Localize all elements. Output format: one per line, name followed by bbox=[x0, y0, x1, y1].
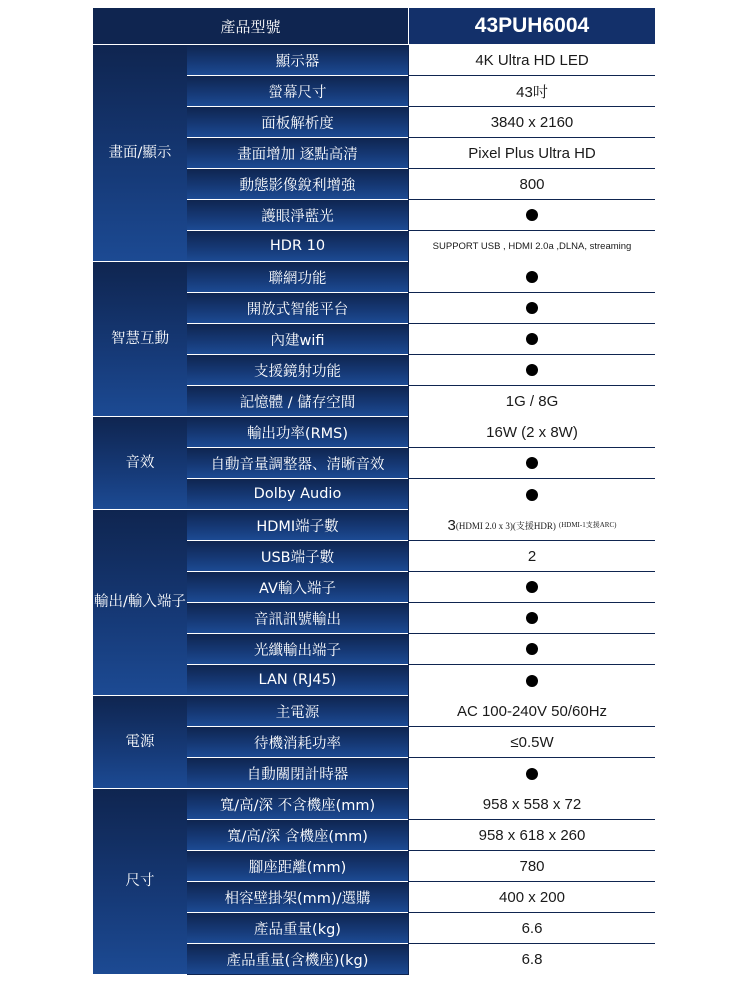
spec-label: LAN (RJ45) bbox=[187, 665, 408, 695]
spec-value bbox=[408, 200, 655, 231]
spec-row bbox=[187, 603, 655, 634]
spec-row bbox=[187, 541, 655, 572]
supported-dot-icon bbox=[526, 457, 538, 469]
supported-dot-icon bbox=[526, 333, 538, 345]
spec-value bbox=[408, 510, 655, 541]
category-label bbox=[93, 789, 187, 975]
spec-label: 音訊訊號輸出 bbox=[187, 603, 408, 633]
spec-rows bbox=[187, 45, 655, 262]
spec-value: 3840 x 2160 bbox=[408, 107, 655, 138]
spec-row bbox=[187, 231, 655, 262]
spec-label: AV輸入端子 bbox=[187, 572, 408, 602]
spec-group bbox=[93, 789, 655, 975]
spec-value bbox=[408, 479, 655, 510]
spec-row bbox=[187, 727, 655, 758]
spec-value: 400 x 200 bbox=[408, 882, 655, 913]
hdmi-count-mid: (HDMI 2.0 x 3)(支援HDR) bbox=[455, 520, 556, 531]
spec-row bbox=[187, 634, 655, 665]
spec-rows bbox=[187, 262, 655, 417]
spec-label: 護眼淨藍光 bbox=[187, 200, 408, 230]
spec-label: 記憶體 / 儲存空間 bbox=[187, 386, 408, 416]
spec-row bbox=[187, 417, 655, 448]
supported-dot-icon bbox=[526, 768, 538, 780]
spec-value: 1G / 8G bbox=[408, 386, 655, 417]
spec-label: 光纖輸出端子 bbox=[187, 634, 408, 664]
spec-row bbox=[187, 386, 655, 417]
spec-label: 寬/高/深 不含機座(mm) bbox=[187, 789, 408, 819]
spec-label: 螢幕尺寸 bbox=[187, 76, 408, 106]
spec-row bbox=[187, 448, 655, 479]
spec-value bbox=[408, 324, 655, 355]
supported-dot-icon bbox=[526, 302, 538, 314]
spec-label: 畫面增加 逐點高清 bbox=[187, 138, 408, 168]
spec-label: 自動音量調整器、清晰音效 bbox=[187, 448, 408, 478]
spec-rows bbox=[187, 510, 655, 696]
category-label-line: 畫面/顯示 bbox=[108, 144, 172, 161]
category-label-line: 音效 bbox=[125, 454, 155, 471]
spec-group bbox=[93, 417, 655, 510]
spec-label: 面板解析度 bbox=[187, 107, 408, 137]
category-label bbox=[93, 696, 187, 789]
category-label-line: 尺寸 bbox=[125, 873, 155, 889]
spec-label: 支援鏡射功能 bbox=[187, 355, 408, 385]
category-label bbox=[93, 510, 187, 696]
spec-label: 產品重量(kg) bbox=[187, 913, 408, 943]
spec-row bbox=[187, 355, 655, 386]
spec-value: 2 bbox=[408, 541, 655, 572]
spec-value: 780 bbox=[408, 851, 655, 882]
spec-value: AC 100-240V 50/60Hz bbox=[408, 696, 655, 727]
spec-row bbox=[187, 76, 655, 107]
spec-row bbox=[187, 200, 655, 231]
spec-row bbox=[187, 262, 655, 293]
spec-row bbox=[187, 820, 655, 851]
spec-row bbox=[187, 572, 655, 603]
spec-row bbox=[187, 169, 655, 200]
spec-label: 主電源 bbox=[187, 696, 408, 726]
category-label bbox=[93, 45, 187, 262]
supported-dot-icon bbox=[526, 489, 538, 501]
spec-value: 800 bbox=[408, 169, 655, 200]
spec-label: 動態影像銳利增強 bbox=[187, 169, 408, 199]
spec-groups bbox=[93, 45, 655, 975]
spec-row bbox=[187, 758, 655, 789]
category-label bbox=[93, 262, 187, 417]
spec-value: 958 x 618 x 260 bbox=[408, 820, 655, 851]
model-number: 43PUH6004 bbox=[408, 8, 655, 44]
spec-row bbox=[187, 696, 655, 727]
spec-label: 聯網功能 bbox=[187, 262, 408, 292]
spec-label: 輸出功率(RMS) bbox=[187, 417, 408, 447]
spec-rows bbox=[187, 417, 655, 510]
spec-label: 顯示器 bbox=[187, 45, 408, 75]
spec-label: 相容壁掛架(mm)/選購 bbox=[187, 882, 408, 912]
spec-value bbox=[408, 293, 655, 324]
spec-value: 43吋 bbox=[408, 76, 655, 107]
spec-group bbox=[93, 696, 655, 789]
spec-group bbox=[93, 262, 655, 417]
spec-rows bbox=[187, 789, 655, 975]
spec-value bbox=[408, 572, 655, 603]
spec-label: 產品重量(含機座)(kg) bbox=[187, 944, 408, 974]
spec-value: SUPPORT USB , HDMI 2.0a ,DLNA, streaming bbox=[408, 231, 655, 262]
spec-label: 待機消耗功率 bbox=[187, 727, 408, 757]
spec-row bbox=[187, 45, 655, 76]
spec-rows bbox=[187, 696, 655, 789]
supported-dot-icon bbox=[526, 364, 538, 376]
spec-label: 腳座距離(mm) bbox=[187, 851, 408, 881]
spec-value bbox=[408, 665, 655, 696]
spec-value bbox=[408, 448, 655, 479]
spec-row bbox=[187, 479, 655, 510]
category-label-line: 電源 bbox=[125, 733, 155, 750]
spec-row bbox=[187, 913, 655, 944]
supported-dot-icon bbox=[526, 643, 538, 655]
spec-table bbox=[93, 8, 655, 975]
spec-row bbox=[187, 851, 655, 882]
spec-label: 開放式智能平台 bbox=[187, 293, 408, 323]
spec-value: 6.8 bbox=[408, 944, 655, 975]
spec-value bbox=[408, 603, 655, 634]
spec-row bbox=[187, 665, 655, 696]
supported-dot-icon bbox=[526, 675, 538, 687]
spec-row bbox=[187, 944, 655, 975]
spec-row bbox=[187, 293, 655, 324]
spec-value: Pixel Plus Ultra HD bbox=[408, 138, 655, 169]
spec-row bbox=[187, 510, 655, 541]
spec-value bbox=[408, 262, 655, 293]
spec-value: ≤0.5W bbox=[408, 727, 655, 758]
spec-value bbox=[408, 355, 655, 386]
spec-row bbox=[187, 882, 655, 913]
spec-value: 958 x 558 x 72 bbox=[408, 789, 655, 820]
model-label: 產品型號 bbox=[93, 8, 408, 44]
spec-group bbox=[93, 45, 655, 262]
supported-dot-icon bbox=[526, 209, 538, 221]
spec-row bbox=[187, 324, 655, 355]
spec-label: HDMI端子數 bbox=[187, 510, 408, 540]
supported-dot-icon bbox=[526, 612, 538, 624]
spec-label: 寬/高/深 含機座(mm) bbox=[187, 820, 408, 850]
spec-label: 自動關閉計時器 bbox=[187, 758, 408, 788]
spec-value bbox=[408, 758, 655, 789]
spec-row bbox=[187, 138, 655, 169]
category-label-line: 端子 bbox=[156, 594, 186, 610]
spec-value bbox=[408, 634, 655, 665]
spec-group bbox=[93, 510, 655, 696]
spec-row bbox=[187, 789, 655, 820]
category-label-line: 智慧互動 bbox=[111, 330, 169, 347]
spec-value: 6.6 bbox=[408, 913, 655, 944]
hdmi-count-big: 3 bbox=[447, 516, 456, 534]
hdmi-count-small: (HDMI-1支援ARC) bbox=[558, 521, 617, 529]
supported-dot-icon bbox=[526, 271, 538, 283]
spec-label: HDR 10 bbox=[187, 231, 408, 261]
spec-value: 16W (2 x 8W) bbox=[408, 417, 655, 448]
category-label-line: 輸出/輸入 bbox=[94, 594, 157, 610]
category-label bbox=[93, 417, 187, 510]
supported-dot-icon bbox=[526, 581, 538, 593]
spec-label: USB端子數 bbox=[187, 541, 408, 571]
model-header-row bbox=[93, 8, 655, 45]
spec-row bbox=[187, 107, 655, 138]
spec-value: 4K Ultra HD LED bbox=[408, 45, 655, 76]
spec-label: Dolby Audio bbox=[187, 479, 408, 509]
spec-label: 內建wifi bbox=[187, 324, 408, 354]
